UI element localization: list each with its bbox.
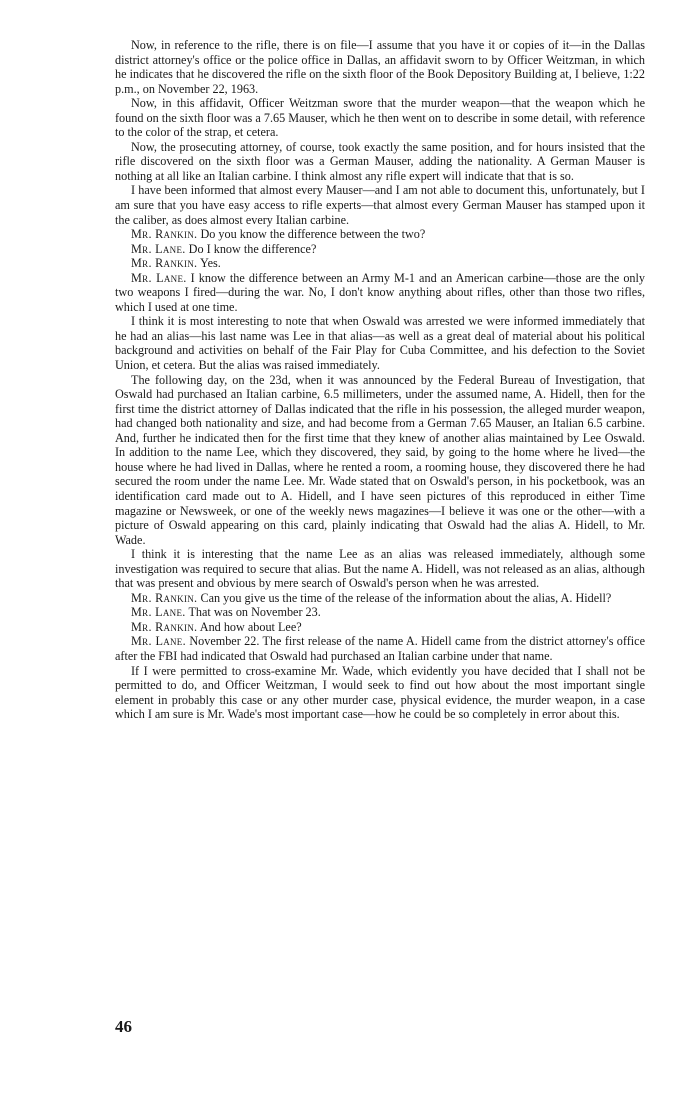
paragraph	[115, 271, 645, 315]
paragraph-text: That was on November 23.	[188, 605, 321, 620]
paragraph	[115, 664, 645, 722]
paragraph	[115, 547, 645, 591]
paragraph	[115, 634, 645, 663]
paragraph-text: Do you know the difference between the two?	[200, 227, 426, 242]
speaker-name: Mr. Lane.	[131, 241, 186, 256]
document-body	[115, 38, 645, 722]
paragraph-text: November 22. The first release of the name A. Hidell came from the district attorney's office after the FBI had indicated that Oswald had purchased an Italian carbine under that name.	[115, 634, 646, 663]
speaker-name: Mr. Lane.	[131, 634, 186, 649]
paragraph	[115, 242, 645, 257]
paragraph	[115, 605, 645, 620]
paragraph	[115, 314, 645, 372]
speaker-name: Mr. Lane.	[131, 270, 187, 285]
paragraph-text: Can you give us the time of the release of the information about the alias, A. Hidell?	[200, 590, 612, 605]
paragraph-text: If I were permitted to cross-examine Mr. Wade, which evidently you have decided that I shall not be permitted to do, and Officer Weitzman, I would seek to find out how about the most important single element in probably this case or any other murder case, physical evidence, the murder weapon, in a case which I am sure is Mr. Wade's most important case—how he could be so completely in error about this.	[115, 663, 645, 722]
paragraph-text: Yes.	[200, 256, 221, 271]
paragraph-text: I think it is most interesting to note that when Oswald was arrested we were informed immediately that he had an alias—his last name was Lee in that alias—as well as a great deal of material about his political background and activities on behalf of the Fair Play for Cuba Committee, and his defection to the Soviet Union, et cetera. But the alias was raised immediately.	[115, 314, 645, 373]
paragraph-text: The following day, on the 23d, when it was announced by the Federal Bureau of Investigation, that Oswald had purchased an Italian carbine, 6.5 millimeters, under the assumed name, A. Hidell, then for the first time the district attorney of Dallas indicated that the rifle in his possession, the alleged murder weapon, had changed both nationality and size, and had become from a German 7.65 Mauser, an Italian 6.5 carbine. And, further he indicated then for the first time that they knew of another alias maintained by Lee Oswald. In addition to the name Lee, which they discovered, they said, by going to the home where he lived—the house where he had lived in Dallas, where he rented a room, a rooming house, they discovered there he had secured the room under the name Lee. Mr. Wade stated that on Oswald's person, in his pocketbook, was an identification card made out to A. Hidell, and I have seen pictures of this reproduced in either Time magazine or Newsweek, or one of the weekly news magazines—I believe it was one or the other—with a picture of Oswald appearing on this card, plainly indicating that Oswald had the alias A. Hidell, to Mr. Wade.	[115, 372, 645, 547]
paragraph	[115, 591, 645, 606]
paragraph-text: Now, in reference to the rifle, there is on file—I assume that you have it or copies of it—in the Dallas district attorney's office or the police office in Dallas, an affidavit sworn to by Officer Weitzman, in which he indicates that he discovered the rifle on the sixth floor of the Book Depository Building at, I believe, 1:22 p.m., on November 22, 1963.	[115, 38, 645, 96]
page-number: 46	[115, 1017, 132, 1036]
paragraph	[115, 183, 645, 227]
speaker-name: Mr. Rankin.	[131, 590, 198, 605]
paragraph-text: Do I know the difference?	[188, 241, 317, 256]
paragraph	[115, 38, 645, 96]
paragraph-text: And how about Lee?	[199, 619, 302, 634]
paragraph-text: I know the difference between an Army M-1 and an American carbine—those are the only two weapons I fired—during the war. No, I don't know anything about rifles, other than those two rifles, which I used at one time.	[115, 270, 645, 314]
speaker-name: Mr. Rankin.	[131, 227, 198, 242]
paragraph-text: Now, the prosecuting attorney, of course, took exactly the same position, and for hours insisted that the rifle discovered on the sixth floor was a German Mauser, adding the nationality. A German Mauser is nothing at all like an Italian carbine. I think almost any rifle expert will indicate that that is so.	[115, 139, 645, 183]
paragraph	[115, 256, 645, 271]
paragraph-text: I have been informed that almost every Mauser—and I am not able to document this, unfortunately, but I am sure that you have easy access to rifle experts—that almost every German Mauser has stamped upon it the caliber, as does almost every Italian carbine.	[115, 183, 645, 227]
paragraph	[115, 620, 645, 635]
paragraph-text: Now, in this affidavit, Officer Weitzman swore that the murder weapon—that the weapon which he found on the sixth floor was a 7.65 Mauser, which he then went on to describe in some detail, with reference to the color of the strap, et cetera.	[115, 96, 645, 140]
paragraph	[115, 140, 645, 184]
paragraph	[115, 96, 645, 140]
paragraph	[115, 227, 645, 242]
speaker-name: Mr. Rankin.	[131, 619, 198, 634]
paragraph-text: I think it is interesting that the name Lee as an alias was released immediately, although some investigation was required to secure that alias. But the name A. Hidell, was not released as an alias, although that was present and obvious by mere search of Oswald's person when he was arrested.	[115, 547, 645, 591]
paragraph	[115, 373, 645, 548]
speaker-name: Mr. Rankin.	[131, 256, 198, 271]
speaker-name: Mr. Lane.	[131, 605, 186, 620]
